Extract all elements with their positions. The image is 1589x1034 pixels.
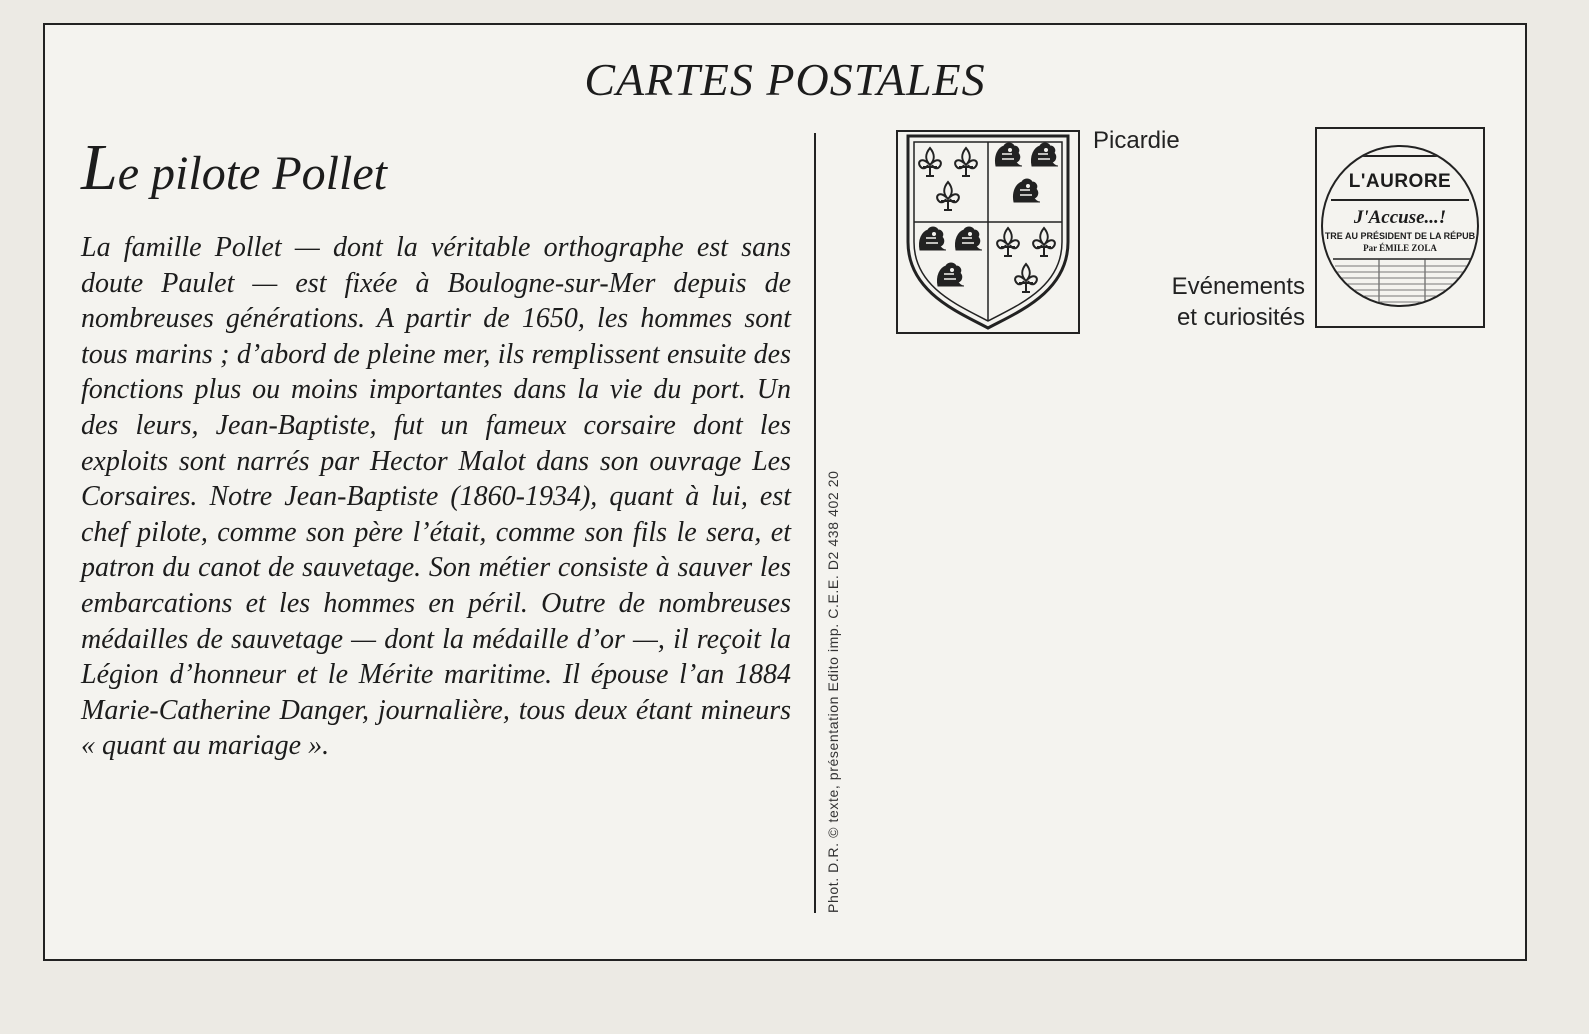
article-title: [81, 130, 387, 206]
card-header: CARTES POSTALES: [584, 54, 986, 105]
stamp-box: [1315, 127, 1485, 328]
newspaper-stamp-icon: [1321, 145, 1479, 307]
stamp-headline: J'Accuse...!: [1353, 207, 1447, 228]
photo-credit: Phot. D.R. © texte, présentation Edito imp. C.E.E. D2 438 402 20: [825, 470, 841, 913]
postcard-back: [43, 23, 1527, 961]
category-line-1: Evénements: [1171, 273, 1305, 300]
title-initial: L: [81, 131, 118, 204]
article-body: La famille Pollet — dont la véritable orthographe est sans doute Paulet — est fixée à Boulogne-sur-Mer depuis de nombreuses générations. A partir de 1650, les hommes sont tous marins ; d’abord de pleine mer, ils remplissent ensuite des fonctions plus ou moins importantes dans la vie du port. Un des leurs, Jean-Baptiste, fut un fameux corsaire dont les exploits sont narrés par Hector Malot dans son ouvrage Les Corsaires. Notre Jean-Baptiste (1860-1934), quant à lui, est chef pilote, comme son père l’était, comme son fils le sera, et patron du canot de sauvetage. Son métier consiste à sauver les embarcations et les hommes en péril. Outre de nombreuses médailles de sauvetage — dont la médaille d’or —, il reçoit la Légion d’honneur et le Mérite maritime. Il épouse l’an 1884 Marie-Catherine Danger, journalière, tous deux étant mineurs « quant au mariage ».: [81, 232, 791, 762]
stamp-byline: Par ÉMILE ZOLA: [1363, 243, 1437, 253]
center-divider: [814, 133, 816, 913]
title-rest: e pilote Pollet: [117, 147, 387, 200]
stamp-top-rule: [1331, 155, 1469, 157]
category-label: [1135, 271, 1305, 333]
region-label: Picardie: [1093, 127, 1180, 154]
stamp-mid-rule: [1331, 199, 1469, 201]
stamp-paper-name: L'AURORE: [1348, 171, 1452, 192]
stamp-subline: TRE AU PRÉSIDENT DE LA RÉPUB: [1324, 231, 1476, 241]
stamp-text-columns: [1333, 257, 1471, 305]
picardie-coat-of-arms-icon: [896, 130, 1080, 334]
category-line-2: et curiosités: [1176, 304, 1305, 331]
